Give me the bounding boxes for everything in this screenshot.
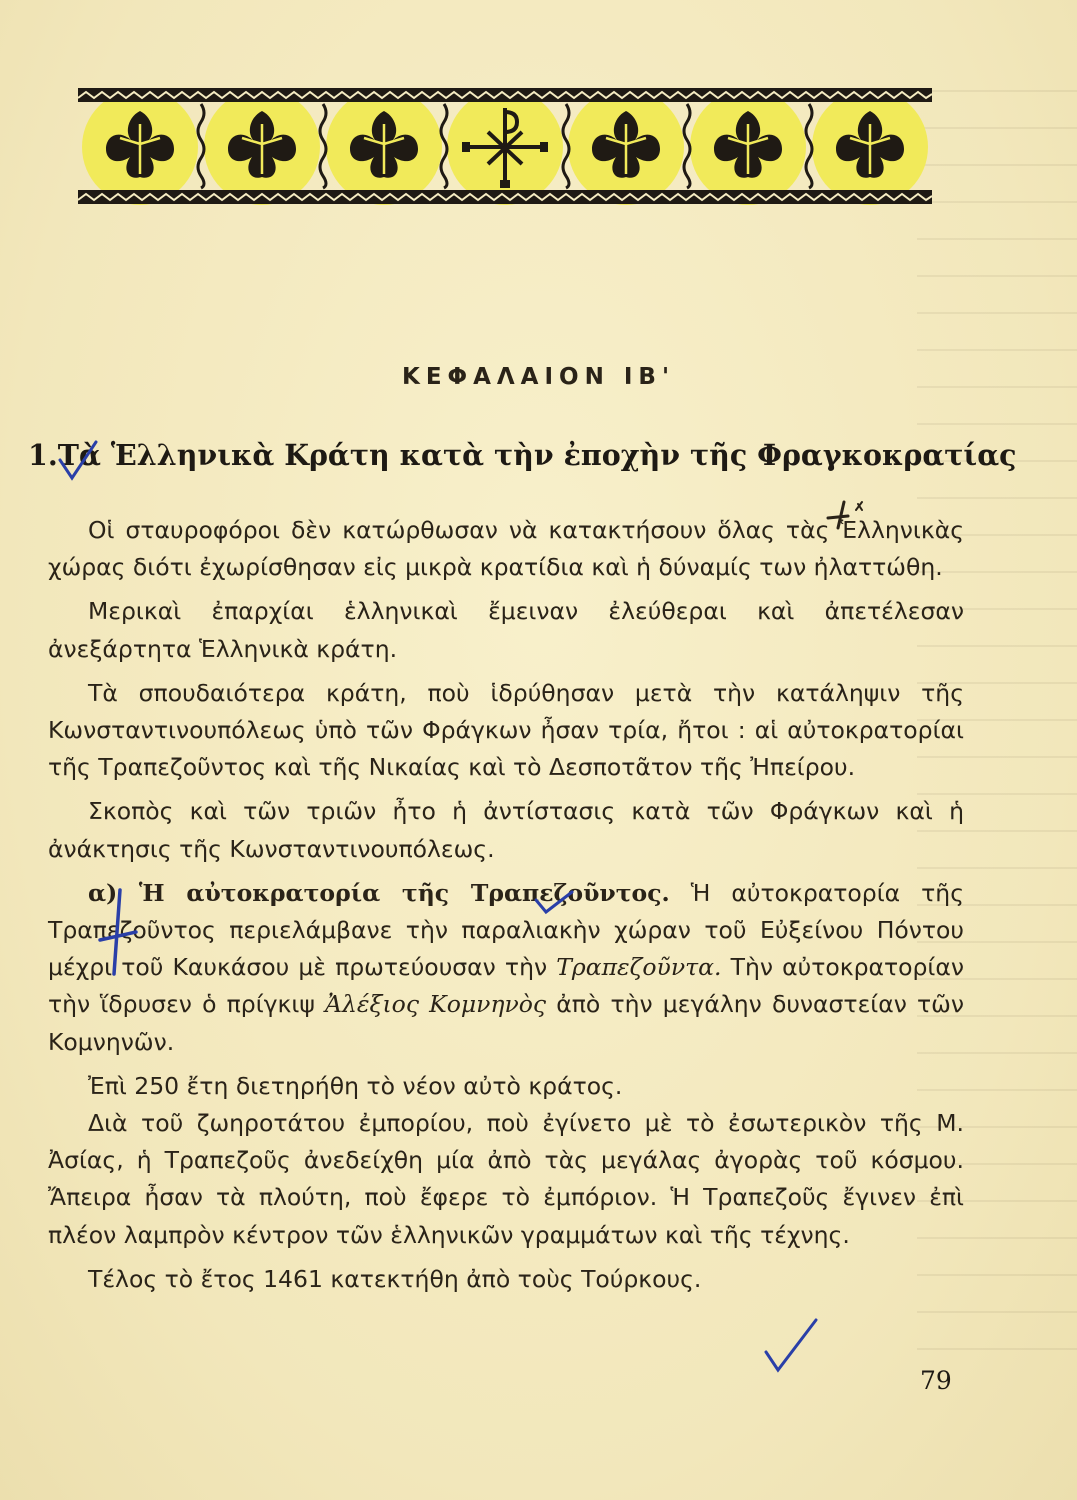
paragraph-3: Τὰ σπουδαιότερα κράτη, ποὺ ἱδρύθησαν μετὰ τὴν κατάληψιν τῆς Κωνσταντινουπόλεως ὑπὸ τῶν Φράγκων ἦσαν τρία, ἤτοι : αἱ αὐτοκρατορίαι τῆς Τραπεζοῦντος καὶ τῆς Νικαίας καὶ τὸ Δεσποτᾶτον τῆς Ἠπείρου. [48, 678, 964, 782]
pen-checkmark-end [760, 1316, 820, 1376]
subsection-heading: α) Ἡ αὐτοκρατορία τῆς Τραπεζοῦντος. [88, 878, 670, 907]
paragraph-8: Τέλος τὸ ἔτος 1461 κατεκτήθη ἀπὸ τοὺς Τούρκους. [88, 1264, 702, 1293]
paragraph-1: Οἱ σταυροφόροι δὲν κατώρθωσαν νὰ κατακτήσουν ὅλας τὰς Ἑλληνικὰς χώρας διότι ἐχωρίσθησαν εἰς μικρὰ κρατίδια καὶ ἡ δύναμίς των ἠλαττώθη. [48, 516, 964, 582]
paragraph-5-part-c: ἀπὸ τὴν μεγάλην δυναστείαν τῶν Κομνηνῶν. [48, 990, 964, 1056]
pen-checkmark-paragraph-4 [534, 888, 574, 916]
founder-name: Ἀλέξιος Κομνηνὸς [325, 990, 547, 1019]
ornament-band [78, 82, 932, 212]
pen-checkmark-title [56, 438, 106, 488]
body-text [48, 512, 964, 1305]
paragraph-7: Διὰ τοῦ ζωηροτάτου ἐμπορίου, ποὺ ἐγίνετο μὲ τὸ ἐσωτερικὸν τῆς Μ. Ἀσίας, ἡ Τραπεζοῦς ἀνεδείχθη μία ἀπὸ τὰς μεγάλας ἀγορὰς τοῦ κόσμου. Ἄπειρα ἦσαν τὰ πλούτη, ποὺ ἔφερε τὸ ἐμπόριον. Ἡ Τραπεζοῦς ἔγινεν ἐπὶ πλέον λαμπρὸν κέντρον τῶν ἑλληνικῶν γραμμάτων καὶ τῆς τέχνης. [48, 1109, 964, 1249]
chapter-heading: ΚΕΦΑΛΑΙΟΝ ΙΒ' [402, 364, 675, 390]
paragraph-2: Μερικαὶ ἐπαρχίαι ἑλληνικαὶ ἔμειναν ἐλεύθεραι καὶ ἀπετέλεσαν ἀνεξάρτητα Ἑλληνικὰ κράτη. [48, 597, 964, 663]
paragraph-5 [48, 875, 964, 1061]
pen-cross-subsection [96, 886, 140, 978]
section-number: 1. [28, 438, 58, 472]
paragraph-6: Ἐπὶ 250 ἔτη διετηρήθη τὸ νέον αὐτὸ κράτος. [88, 1071, 623, 1100]
page-number: 79 [920, 1366, 952, 1395]
section-title-text: Τὰ Ἑλληνικὰ Κράτη κατὰ τὴν ἐποχὴν τῆς Φραγκοκρατίας [57, 438, 1017, 472]
paragraph-5-part-b: Τὴν αὐτοκρατορίαν τὴν ἵδρυσεν ὁ πρίγκιψ [48, 953, 964, 1019]
section-title [28, 438, 1017, 472]
paragraph-4: Σκοπὸς καὶ τῶν τριῶν ἦτο ἡ ἀντίστασις κατὰ τῶν Φράγκων καὶ ἡ ἀνάκτησις τῆς Κωνσταντινουπόλεως. [48, 797, 964, 863]
pen-mark-paragraph-1 [818, 498, 866, 536]
capital-city: Τραπεζοῦντα. [556, 953, 722, 982]
paragraph-5-part-a: Ἡ αὐτοκρατορία τῆς Τραπεζοῦντος περιελάμβανε τὴν παραλιακὴν χώραν τοῦ Εὐξείνου Πόντου μέχρι τοῦ Καυκάσου μὲ πρωτεύουσαν τὴν [48, 878, 964, 982]
